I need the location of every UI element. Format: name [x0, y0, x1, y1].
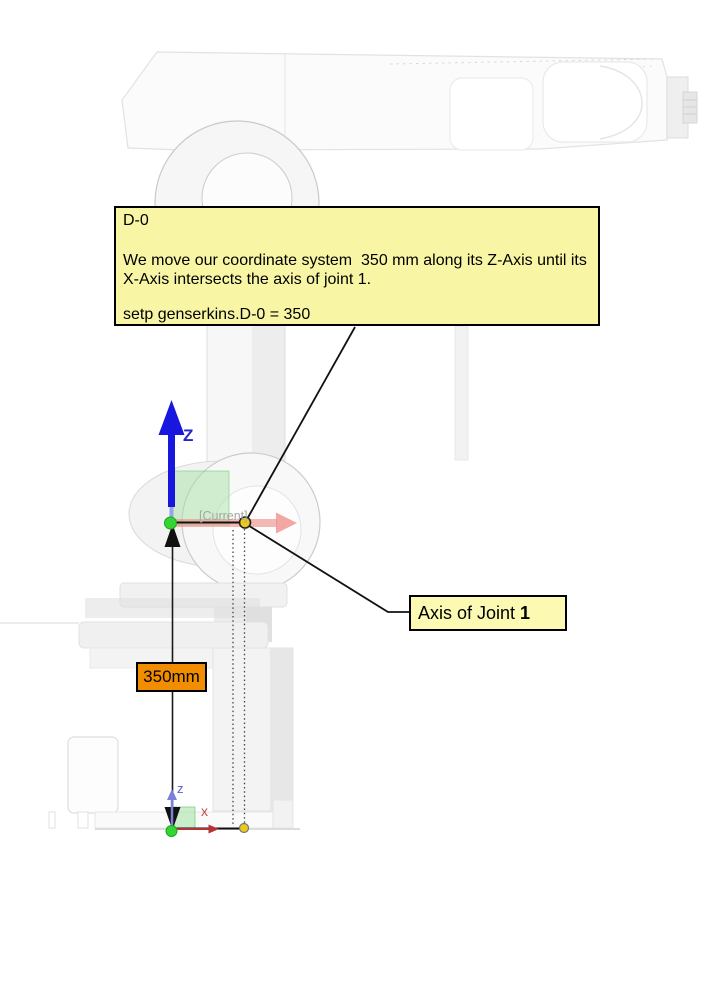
callout-body: We move our coordinate system 350 mm along its Z-Axis until its X-Axis intersects the axis of joint 1.: [123, 252, 592, 288]
axis-of-joint-label: [409, 595, 567, 631]
axis-of-joint-text: Axis of Joint: [418, 602, 516, 623]
robot-arm-render: [0, 52, 697, 829]
current-frame-label: [Current]: [199, 509, 248, 523]
z-axis-label-top: Z: [183, 426, 194, 445]
callout-box-d0: [114, 206, 600, 326]
callout-title: D-0: [123, 212, 149, 229]
dimension-value-label: 350mm: [136, 662, 207, 692]
axis-of-joint-number: 1: [520, 602, 531, 623]
callout-hal-command: setp genserkins.D-0 = 350: [123, 306, 311, 323]
origin-point-top: [165, 517, 177, 529]
joint1-axis-projection-point: [240, 824, 249, 833]
origin-point-bottom: [166, 826, 177, 837]
x-axis-label-bottom: x: [201, 803, 208, 819]
z-axis-label-bottom: z: [177, 781, 184, 796]
